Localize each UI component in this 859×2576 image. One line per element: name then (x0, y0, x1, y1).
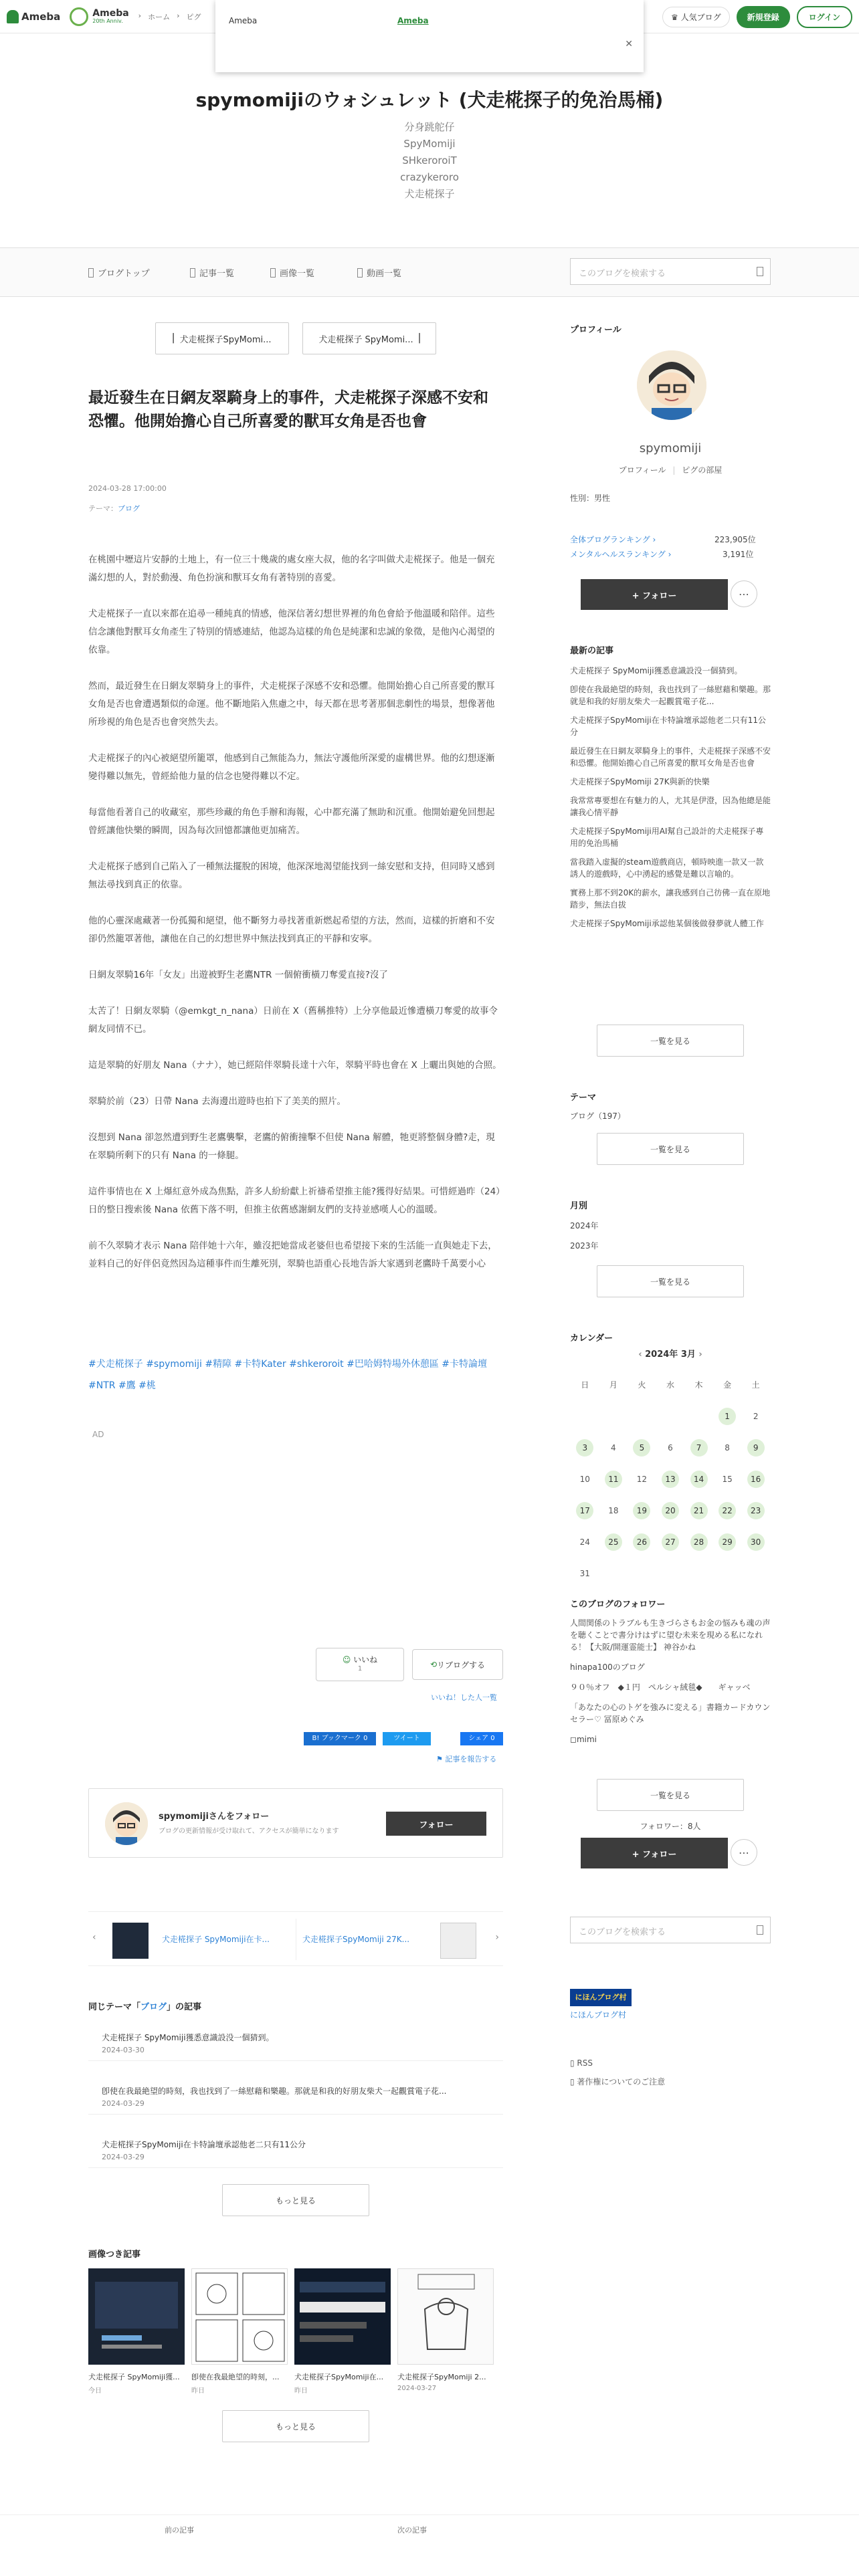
calendar-day: 6 (668, 1442, 673, 1453)
image-post-caption[interactable]: 犬走椛探子SpyMomiji 2... (397, 2373, 486, 2381)
recent-item[interactable]: 犬走椛探子SpyMomiji承認他某個後做發夢就人體工作 (570, 919, 764, 928)
recent-item[interactable]: 實務上那不到20K的薪水，讓我感到自己彷佛一直在原地踏步，無法自拔 (570, 888, 771, 909)
profile-name[interactable]: spymomiji (639, 441, 702, 455)
like-button[interactable]: ☺ いいね 1 (316, 1648, 404, 1681)
monthly-title: 月別 (570, 1201, 588, 1211)
calendar-day[interactable]: 3 (576, 1439, 593, 1457)
hashtag[interactable]: #spymomiji (146, 1359, 202, 1370)
recent-item[interactable]: 犬走椛探子SpyMomiji用AI幫自己設計的犬走椛探子專用的免治馬桶 (570, 827, 764, 848)
follower-item[interactable]: ９０％オフ ◆１円 ペルシャ絨毯◆ ギャッベ (570, 1683, 751, 1692)
calendar-title: カレンダー (570, 1333, 613, 1344)
hashtag[interactable]: #卡特Kater (234, 1359, 286, 1370)
calendar-day[interactable]: 23 (747, 1502, 765, 1519)
calendar-day: 10 (579, 1474, 590, 1484)
hashtag[interactable]: #巴哈姆特場外休憩區 (347, 1359, 439, 1370)
nihon-blogmura-link[interactable]: にほんブログ村 (570, 2010, 627, 2020)
calendar-day[interactable]: 19 (633, 1502, 650, 1519)
ad-link[interactable]: Ameba (397, 16, 429, 25)
footer-prev-link[interactable]: 前の記事 (165, 2526, 194, 2535)
blog-subtitles: 分身跳舵仔 SpyMomiji SHkeroroiT crazykeroro 犬走椛探子 (400, 121, 459, 200)
bookmark-button[interactable]: B! ブックマーク 0 (304, 1732, 376, 1745)
user-icon: ◻ (570, 1735, 577, 1744)
monthly-item[interactable]: 2024年 (570, 1221, 599, 1230)
calendar-day: 4 (611, 1442, 616, 1453)
overall-ranking-value: 223,905位 (714, 535, 756, 544)
list-icon (190, 268, 195, 278)
recent-item[interactable]: 當我踏入虚擬的steam遊戲商店，頓時映進一款又一款誘人的遊戲時，心中湧起的感覺是難以言喻的。 (570, 857, 764, 879)
image-post-caption[interactable]: 卽使在我最絶望的時刻，... (191, 2373, 280, 2381)
hashtag[interactable]: #精障 (205, 1359, 232, 1370)
recent-item[interactable]: 犬走椛探子SpyMomiji 27K與新的快樂 (570, 777, 710, 786)
theme-more-button[interactable]: 一覧を見る (597, 1133, 744, 1165)
follower-item[interactable]: 「あなたの心のトゲを強みに変える」書籍カードカウンセラー♡ 冨原めぐみ (570, 1703, 771, 1724)
hashtag[interactable]: #鷹 (118, 1380, 136, 1391)
ad-popup (215, 0, 644, 72)
hashtag[interactable]: #卡特論壇 (442, 1359, 488, 1370)
calendar-grid (570, 1368, 771, 1590)
chevron-left-icon[interactable]: ‹ (92, 1932, 96, 1943)
image-post-caption[interactable]: 犬走椛探子SpyMomiji在... (294, 2373, 384, 2381)
prev-thumbnail[interactable] (112, 1923, 149, 1959)
mental-health-ranking-link[interactable]: メンタルヘルスランキング › (570, 550, 672, 559)
image-icon (270, 268, 276, 278)
chevron-right-icon[interactable]: › (495, 1932, 499, 1943)
profile-link[interactable]: プロフィール (618, 465, 666, 475)
overall-ranking-link[interactable]: 全体ブログランキング › (570, 535, 656, 544)
chevron-right-icon: ▕ (413, 333, 420, 344)
post-body: 在桃園中壢這片安靜的土地上，有一位三十幾歲的處女座大叔，他的名字叫做犬走椛探子。他是一個充滿幻想的人，對於動漫、角色扮演和獸耳女角有著特別的喜愛。 犬走椛探子一直以來都在追尋一種純真的情感，他深信著幻想世界裡的角色會給予他溫暖和陪伴。這些信念讓他對獸耳女角產生了特別的情感連結，他認為這樣的角色是純潔和忠誠的象徵，是他內心渴望的依靠。 然而，最近發生在日網友翠騎身上的事件，犬走椛探子深感不安和恐懼。他開始擔心自己所喜愛的獸耳女角是否也會遭遇類似的命運。他不斷地陷入焦慮之中，每天都在思考著那個悲劇性的場景，想像著他所珍視的角色是否也會突然失去。 犬走椛探子的內心被絕望所籠罩，他感到自己無能為力，無法守護他所深愛的虛構世界。他的幻想逐漸變得難以無先，曾經給他力量的信念也變得難以不定。 每當他看著自己的收藏室，那些珍藏的角色手辦和海報，心中都充滿了無助和沉重。他開始避免回想起曾經讓他快樂的瞬間，因為每次回憶都讓他更加痛苦。 犬走椛探子感到自己陷入了一種無法擺脫的困境，他深深地渴望能找到一絲安慰和支持，但同時又感到無法尋找到真正的依靠。 他的心靈深處藏著一份孤獨和絕望，他不斷努力尋找著重新燃起希望的方法，然而，這樣的折磨和不安卻仍然籠罩著他，讓他在自己的幻想世界中無法找到真正的平靜和安寧。 日網友翠騎16年「女友」出遊被野生老鷹NTR 一個俯衝橫刀奪愛直接?沒了 太苦了！日網友翠騎（@emkgt_n_nana）日前在 X（舊稱推特）上分享他最近慘遭橫刀奪愛的故事令網友同情不已。 這是翠騎的好朋友 Nana（ナナ），她已經陪伴翠騎長達十六年，翠騎平時也會在 X 上曬出與她的合照。 翠騎於前（23）日帶 Nana 去海邊出遊時也拍下了美美的照片。 沒想到 Nana 卻忽然遭到野生老鷹襲擊，老鷹的俯衝撞擊不但使 Nana 解體，牠更將整個身體?走，現在翠騎所剩下的只有 Nana 的一條腿。 這件事情也在 X 上爆紅意外成為焦點，許多人紛紛獻上祈禱希望推主能?獲得好結果。可惜經過昨（24）日的整日搜索後 Nana 依舊下落不明，但推主依舊感謝網友們的支持並感嘆人心的溫暖。 前不久翠騎才表示 Nana 陪伴她十六年，雖沒把她當成老婆但也希望接下來的生活能一直與她走下去，並料自己的好伴侶竟然因為這種事件而生離死別，翠騎也語重心長地告訴大家遇到老鷹時千萬要小心 (88, 554, 502, 1269)
footer-next-link[interactable]: 次の記事 (397, 2526, 427, 2535)
calendar-day: 8 (725, 1442, 730, 1453)
calendar-day[interactable]: 7 (690, 1439, 708, 1457)
calendar-day[interactable]: 22 (719, 1502, 736, 1519)
crown-icon: ♛ (670, 13, 681, 22)
footer-nav (0, 2514, 859, 2541)
pig-link[interactable]: ピグ (186, 12, 201, 21)
image-posts-title: 画像つき記事 (88, 2250, 141, 2260)
theme-title: テーマ (570, 1093, 597, 1103)
calendar-month: ‹ 2024年 3月 › (638, 1350, 702, 1360)
calendar-day: 18 (608, 1505, 619, 1515)
chevron-left-icon[interactable]: ‹ (638, 1350, 646, 1360)
prev-next-nav (88, 1911, 503, 1966)
close-icon[interactable]: ✕ (625, 39, 633, 49)
follower-item[interactable]: ◻mimi (570, 1735, 597, 1744)
recent-item[interactable]: 最近發生在日網友翠騎身上的事件，犬走椛探子深感不安和恐懼。他開始擔心自己所喜愛的獸耳女角是否也會 (570, 746, 771, 768)
calendar-day[interactable]: 17 (576, 1502, 593, 1519)
calendar-day[interactable]: 26 (633, 1533, 650, 1551)
followers-title: このブログのフォロワー (570, 1600, 666, 1610)
smile-icon: ☺ (342, 1655, 351, 1665)
follow-button[interactable]: フォロー (386, 1812, 486, 1836)
reblog-icon: ⟲ (430, 1660, 438, 1669)
followers-more-button[interactable]: 一覧を見る (597, 1779, 744, 1811)
image-post-thumbnail[interactable] (88, 2268, 185, 2365)
breadcrumb: › ホーム › ピグ (138, 11, 201, 21)
sidebar-search-input[interactable]: このブログを検索する (570, 1917, 771, 1943)
ameba-logo[interactable]: Ameba (7, 10, 60, 23)
next-entry-link[interactable]: 犬走椛探子SpyMomiji 27K... (302, 1935, 410, 1944)
theme-item[interactable]: ブログ（197） (570, 1111, 626, 1121)
chevron-right-icon[interactable]: › (695, 1350, 702, 1360)
recent-item[interactable]: 卽使在我最絶望的時刻，我也找到了一絲慰藉和樂趣。那就是和我的好朋友柴犬一起觀賞電子花... (570, 685, 771, 706)
recent-item[interactable]: 我常常專要想在有魅力的人，尤其是伊澄，因為他總是能讓我心情平靜 (570, 796, 771, 817)
calendar-day: 15 (722, 1474, 733, 1484)
blog-search-input[interactable]: このブログを検索する (570, 258, 771, 285)
image-post-date: 2024-03-27 (397, 2385, 437, 2392)
nav-image-list[interactable]: 画像一覧 (270, 266, 314, 279)
calendar-day[interactable]: 25 (605, 1533, 622, 1551)
hashtag[interactable]: #NTR (88, 1380, 116, 1391)
pig-room-link[interactable]: ピグの部屋 (682, 465, 723, 475)
calendar-day[interactable]: 14 (690, 1471, 708, 1488)
profile-links: プロフィール | ピグの部屋 (618, 465, 723, 475)
calendar-day[interactable]: 27 (662, 1533, 679, 1551)
register-button[interactable]: 新規登録 (737, 6, 790, 28)
hashtag[interactable]: #shkeroroit (289, 1359, 344, 1370)
ad-brand: Ameba (229, 16, 258, 25)
monthly-more-button[interactable]: 一覧を見る (597, 1265, 744, 1297)
follower-count: フォロワー：8人 (640, 1822, 701, 1831)
document-icon: ▯ (570, 2077, 577, 2086)
follow-card (88, 1788, 503, 1858)
list-item[interactable]: 卽使在我最絶望的時刻，我也找到了一絲慰藉和樂趣。那就是和我的好朋友柴犬一起觀賞電子花... 2024-03-29 (88, 2077, 503, 2115)
calendar-day[interactable]: 16 (747, 1471, 765, 1488)
next-thumbnail[interactable] (440, 1923, 476, 1959)
sidebar-follow-button-2[interactable]: + フォロー (581, 1838, 728, 1868)
same-theme-more-button[interactable]: もっと見る (222, 2184, 369, 2216)
facebook-share-button[interactable]: シェア 0 (460, 1732, 503, 1745)
search-icon[interactable] (757, 267, 763, 276)
avatar (105, 1802, 148, 1845)
calendar-day: 24 (579, 1537, 590, 1547)
liked-users-link[interactable]: いいね！した人一覧 (431, 1693, 497, 1702)
calendar-day[interactable]: 1 (719, 1408, 736, 1425)
recent-title: 最新の記事 (570, 646, 614, 656)
post-date: 2024-03-28 17:00:00 (88, 484, 167, 493)
flag-icon: ⚑ (436, 1755, 446, 1763)
rss-link[interactable]: ▯ RSS (570, 2058, 593, 2068)
home-link[interactable]: ホーム (148, 12, 171, 21)
recent-item[interactable]: 犬走椛探子SpyMomiji在卡特論壇承認他老二只有11公分 (570, 716, 766, 737)
anniversary-logo[interactable]: Ameba 20th Anniv. (70, 7, 128, 26)
next-entry-chip[interactable]: 犬走椛探子 SpyMomi... ▕ (302, 322, 436, 354)
recent-item[interactable]: 犬走椛探子 SpyMomiji獲悉意識設没一個猜到。 (570, 666, 743, 675)
image-post-caption[interactable]: 犬走椛探子 SpyMomiji獲... (88, 2373, 180, 2381)
anniversary-icon (70, 7, 88, 26)
calendar-day[interactable]: 21 (690, 1502, 708, 1519)
blog-title[interactable]: spymomijiのウォシュレット (犬走椛探子的免治馬桶) (195, 89, 664, 111)
login-button[interactable]: ログイン (797, 6, 852, 28)
reblog-button[interactable]: ⟲ リブログする (412, 1649, 503, 1680)
nav-blog-top[interactable]: ブログトップ (88, 266, 150, 279)
image-post-thumbnail[interactable] (191, 2268, 288, 2365)
hashtag[interactable]: #桃 (138, 1380, 156, 1391)
profile-avatar[interactable] (637, 350, 706, 420)
more-options-icon[interactable]: ⋯ (731, 1839, 757, 1866)
copyright-link[interactable]: ▯ 著作権についてのご注意 (570, 2077, 666, 2086)
image-posts-more-button[interactable]: もっと見る (222, 2410, 369, 2442)
home-icon (88, 268, 94, 278)
image-post-thumbnail[interactable] (294, 2268, 391, 2365)
prev-entry-link[interactable]: 犬走椛探子 SpyMomiji在卡... (162, 1935, 270, 1944)
calendar-day[interactable]: 9 (747, 1439, 765, 1457)
recent-list (570, 665, 771, 936)
nav-video-list[interactable]: 動画一覧 (357, 266, 401, 279)
follow-card-desc: ブログの更新情報が受け取れて、アクセスが簡単になります (159, 1828, 339, 1835)
post-theme: テーマ：ブログ (88, 504, 140, 513)
rss-icon: ▯ (570, 2058, 577, 2068)
mental-health-ranking-value: 3,191位 (723, 550, 754, 559)
more-options-icon[interactable]: ⋯ (731, 580, 757, 607)
image-post-thumbnail[interactable] (397, 2268, 494, 2365)
hashtag[interactable]: #犬走椛探子 (88, 1359, 143, 1370)
nav-entry-list[interactable]: 記事一覧 (190, 266, 234, 279)
calendar-day[interactable]: 30 (747, 1533, 765, 1551)
recent-more-button[interactable]: 一覧を見る (597, 1025, 744, 1057)
list-item[interactable]: 犬走椛探子SpyMomiji在卡特論壇承認他老二只有11公分 2024-03-29 (88, 2131, 503, 2168)
chevron-left-icon: ▏ (173, 333, 180, 344)
post-title[interactable]: 最近發生在日網友翠騎身上的事件，犬走椛探子深感不安和恐懼。他開始擔心自己所喜愛的獸耳女角是否也會 (88, 389, 488, 430)
ameba-logo-icon (7, 10, 19, 23)
calendar-day: 12 (636, 1474, 648, 1484)
like-count: 1 (357, 1665, 363, 1673)
list-item[interactable]: 犬走椛探子 SpyMomiji獲悉意識設没一個猜到。 2024-03-30 (88, 2024, 503, 2061)
theme-link[interactable]: ブログ (118, 504, 140, 513)
image-post-date: 昨日 (294, 2387, 308, 2395)
calendar-day[interactable]: 29 (719, 1533, 736, 1551)
calendar-day[interactable]: 11 (605, 1471, 622, 1488)
nihon-blogmura-banner[interactable]: にほんブログ村 (570, 1989, 632, 2006)
follower-item[interactable]: hinapa100のブログ (570, 1662, 645, 1672)
calendar-day: 2 (753, 1411, 759, 1421)
calendar-day[interactable]: 28 (690, 1533, 708, 1551)
sidebar-follow-button[interactable]: + フォロー (581, 579, 728, 610)
image-post-date: 今日 (88, 2387, 102, 2395)
report-link[interactable]: ⚑ 記事を報告する (436, 1755, 497, 1763)
followers-list (570, 1617, 771, 1753)
calendar-day[interactable]: 5 (633, 1439, 650, 1457)
popular-blogs-button[interactable]: ♛ 人気ブログ (662, 7, 730, 27)
follow-card-title: spymomijiさんをフォロー (159, 1812, 270, 1822)
video-icon (357, 268, 363, 278)
ad-label: AD (92, 1430, 104, 1439)
monthly-item[interactable]: 2023年 (570, 1241, 599, 1251)
hashtags (88, 1354, 503, 1396)
image-post-date: 昨日 (191, 2387, 205, 2395)
search-icon[interactable] (757, 1925, 763, 1935)
follower-item[interactable]: 人間関係のトラブルも生きづらさもお金の悩みも魂の声を聴くことで書分けはずに望む未来を現める私になれる！【大阪/開運霊能士】 神谷かね (570, 1618, 771, 1652)
tweet-button[interactable]: ツイート (383, 1732, 431, 1745)
calendar-day[interactable]: 20 (662, 1502, 679, 1519)
calendar-day: 31 (579, 1568, 590, 1578)
profile-title: プロフィール (570, 325, 622, 335)
calendar-day[interactable]: 13 (662, 1471, 679, 1488)
prev-entry-chip[interactable]: ▏ 犬走椛探子SpyMomi... (155, 322, 289, 354)
profile-gender: 性別：男性 (570, 494, 611, 503)
same-theme-title: 同じテーマ「ブログ」の記事 (88, 2002, 202, 2012)
calendar-weekdays: 日 月 火 水 木 金 土 (581, 1380, 760, 1390)
